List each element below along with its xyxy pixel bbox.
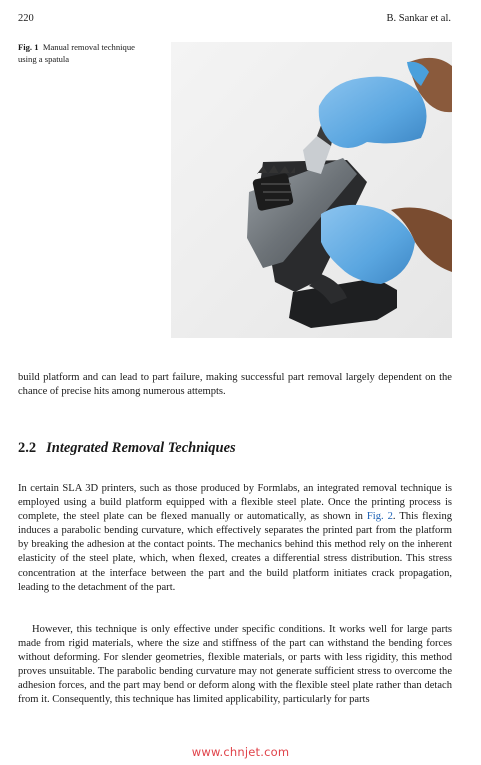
watermark: www.chnjet.com (191, 745, 290, 759)
figure-photo (171, 42, 452, 338)
paragraph-sla-text-2: . This flexing induces a parabolic bending curvature, which effectively separates the printed part from the platform by breaking the adhesion at the contact points. The mechanics behind this method rely on the inherent elasticity of the steel plate, which, when flexed, creates a differential stress distribution. This stress concentration at the interface between the part and the build platform initiates crack propagation, leading to the detachment of the part. (18, 511, 452, 593)
section-heading (18, 440, 236, 457)
section-number: 2.2 (18, 440, 37, 456)
paragraph-sla (18, 482, 452, 595)
continued-paragraph: build platform and can lead to part failure, making successful part removal largely dependent on the chance of precise hits among numerous attempts. (18, 372, 452, 398)
figure-2-link[interactable]: Fig. 2 (366, 511, 393, 523)
figure-caption-text: Manual removal technique using a spatula (18, 42, 135, 64)
paragraph-sla-text-1: In certain SLA 3D printers, such as those produced by Formlabs, an integrated removal technique is employed using a build platform equipped with a flexible steel plate. Once the printing process is complete, the steel plate can be flexed manually or automatically, as shown in (18, 483, 452, 523)
paragraph-however: However, this technique is only effective under specific conditions. It works well for large parts made from rigid materials, where the size and stiffness of the part can withstand the bending forces without deforming. For slender geometries, flexible materials, or parts with less rigidity, this method proves unsuitable. The parabolic bending curvature may not generate sufficient stress to overcome the adhesion forces, and the part may bend or deform along with the flexible steel plate rather than detach from it. Consequently, this technique has limited applicability, particularly for parts (18, 624, 452, 706)
section-title: Integrated Removal Techniques (46, 440, 236, 456)
page-number: 220 (18, 13, 34, 24)
figure-label: Fig. 1 (18, 42, 39, 52)
figure-caption (18, 42, 138, 65)
running-head: B. Sankar et al. (386, 13, 451, 24)
